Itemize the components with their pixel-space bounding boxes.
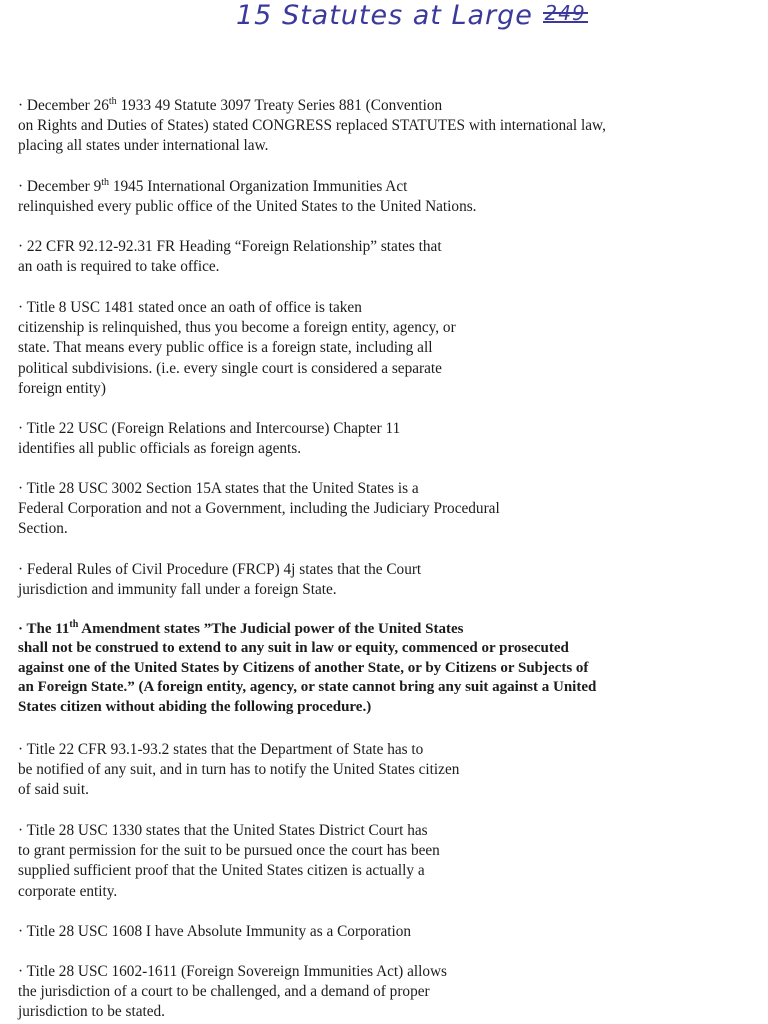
text-line: Section. bbox=[18, 520, 68, 538]
text-line: shall not be construed to extend to any suit in law or equity, commenced or prosecuted bbox=[18, 640, 569, 657]
superscript: th bbox=[69, 619, 79, 630]
text-line: · Title 22 USC (Foreign Relations and Intercourse) Chapter 11 bbox=[18, 420, 401, 437]
text-line: corporate entity. bbox=[18, 882, 118, 900]
text-line: an oath is required to take office. bbox=[18, 258, 220, 276]
paragraph-immunities-act bbox=[18, 177, 764, 217]
text-line: jurisdiction and immunity fall under a foreign State. bbox=[18, 581, 337, 599]
text-line: · Title 28 USC 1330 states that the United States District Court has bbox=[18, 822, 428, 839]
paragraph-convention-rights-duties bbox=[18, 96, 764, 157]
text-line: · Title 28 USC 1608 I have Absolute Immunity as a Corporation bbox=[18, 923, 412, 940]
text-line: · 22 CFR 92.12-92.31 FR Heading “Foreign Relationship” states that bbox=[18, 238, 442, 255]
text-span: 1933 49 Statute 3097 Treaty Series 881 (Convention bbox=[116, 97, 443, 114]
text-line: jurisdiction to be stated. bbox=[18, 1003, 165, 1021]
text-line: state. That means every public office is a foreign state, including all bbox=[18, 339, 433, 357]
text-line: an Foreign State.” (A foreign entity, agency, or state cannot bring any suit against a United bbox=[18, 679, 597, 696]
paragraph-title-8-usc-1481 bbox=[18, 298, 764, 399]
paragraph-title-28-usc-1330 bbox=[18, 821, 764, 902]
text-line: against one of the United States by Citizens of another State, or by Citizens or Subjects of bbox=[18, 659, 589, 676]
handwritten-heading-text: 15 Statutes at Large bbox=[236, 0, 533, 31]
text-line: identifies all public officials as foreign agents. bbox=[18, 440, 302, 458]
text-line: be notified of any suit, and in turn has to notify the United States citizen bbox=[18, 761, 460, 779]
paragraph-title-28-usc-3002 bbox=[18, 479, 764, 540]
text-line: citizenship is relinquished, thus you become a foreign entity, agency, or bbox=[18, 319, 456, 337]
paragraph-22-cfr-92 bbox=[18, 237, 764, 277]
text-line: relinquished every public office of the United States to the United Nations. bbox=[18, 198, 477, 216]
paragraph-title-28-usc-1608 bbox=[18, 922, 764, 942]
text-line bbox=[18, 177, 764, 197]
text-line: the jurisdiction of a court to be challenged, and a demand of proper bbox=[18, 983, 430, 1001]
paragraph-title-22-usc-chapter-11 bbox=[18, 419, 764, 459]
text-span: · The 11 bbox=[18, 621, 70, 637]
text-line: · Title 8 USC 1481 stated once an oath of office is taken bbox=[18, 299, 362, 316]
paragraph-22-cfr-93 bbox=[18, 740, 764, 801]
text-line bbox=[18, 96, 764, 116]
text-span: 1945 International Organization Immunities Act bbox=[109, 178, 408, 195]
text-line bbox=[18, 620, 764, 639]
struck-out-number: 249 bbox=[544, 1, 586, 25]
text-span: · December 9 bbox=[18, 178, 102, 195]
handwritten-heading bbox=[236, 0, 586, 31]
text-line: · Title 28 USC 1602-1611 (Foreign Sovereign Immunities Act) allows bbox=[18, 963, 448, 980]
text-line: on Rights and Duties of States) stated CONGRESS replaced STATUTES with international law, bbox=[18, 117, 606, 135]
text-line: of said suit. bbox=[18, 781, 89, 799]
text-line: Federal Corporation and not a Government, including the Judiciary Procedural bbox=[18, 500, 500, 518]
paragraph-11th-amendment bbox=[18, 620, 764, 717]
text-line: · Federal Rules of Civil Procedure (FRCP) 4j states that the Court bbox=[18, 561, 422, 578]
text-span: Amendment states ”The Judicial power of the United States bbox=[78, 621, 464, 637]
text-line: · Title 22 CFR 93.1-93.2 states that the Department of State has to bbox=[18, 741, 424, 758]
text-line: supplied sufficient proof that the United States citizen is actually a bbox=[18, 862, 425, 880]
text-line: placing all states under international law. bbox=[18, 137, 269, 155]
paragraph-title-28-usc-1602-1611 bbox=[18, 962, 764, 1023]
superscript: th bbox=[108, 96, 117, 107]
text-line: States citizen without abiding the following procedure.) bbox=[18, 698, 372, 715]
text-line: political subdivisions. (i.e. every single court is considered a separate bbox=[18, 359, 442, 377]
text-line: · Title 28 USC 3002 Section 15A states that the United States is a bbox=[18, 480, 419, 497]
text-line: to grant permission for the suit to be pursued once the court has been bbox=[18, 842, 440, 860]
superscript: th bbox=[101, 177, 110, 188]
paragraph-frcp-4j bbox=[18, 560, 764, 600]
text-span: · December 26 bbox=[18, 97, 109, 114]
text-line: foreign entity) bbox=[18, 379, 106, 397]
